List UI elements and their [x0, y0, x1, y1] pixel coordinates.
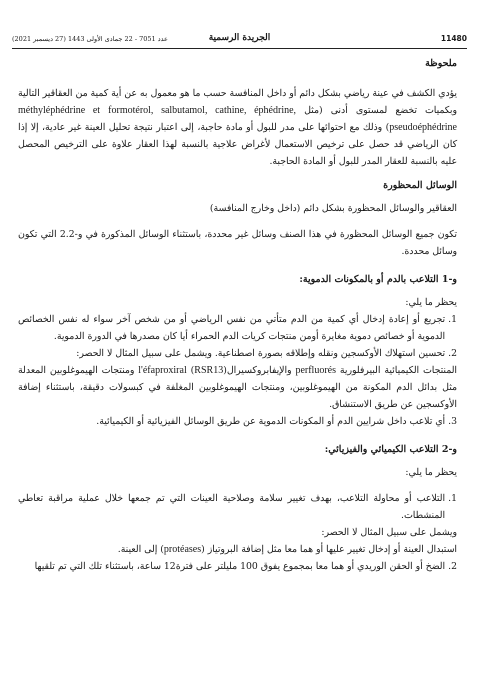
m2-item-1-example: ويشمل على سبيل المثال لا الحصر:: [321, 527, 457, 538]
prohibited-methods-heading: الوسائل المحظورة: [383, 180, 457, 191]
m1-intro: يحظر ما يلي:: [405, 297, 457, 308]
m2-heading: و-2 التلاعب الكيميائي والفيزيائي:: [324, 444, 457, 455]
issue-info: عدد 7051 - 22 جمادى الأولى 1443 (27 ديسمبر 2021): [12, 35, 168, 43]
note-heading: ملحوظة: [425, 58, 457, 69]
page-number: 11480: [440, 34, 467, 43]
m1-heading: و-1 التلاعب بالدم أو بالمكونات الدموية:: [299, 274, 457, 285]
m1-item-1: 1. تجريع أو إعادة إدخال أي كمية من الدم متأتي من نفس الرياضي أو من شخص آخر سواء له نفس الخصائص الدموية أو خصائص دموية مغايرة أومن منتجات كريات الدم الحمراء أيا كان مصدرها في الدورة الدموية.: [18, 314, 457, 342]
note-paragraph: يؤدي الكشف في عينة رياضي بشكل دائم أو داخل المنافسة حسب ما هو معمول به عن أية كمية من العقاقير التالية وبكميات تخضع لمستوى أدنى (مثل formotérol, salbutamol, cathine, éphédrine, méthyléphédrine et pseudoéphédrine) وذلك مع احتوائها على مدر للبول أو مادة حاجبة، إلى اعتبار نتيجة تحليل العينة غير عادية، إلا إذا كان الرياضي قد حصل على ترخيص الاستعمال لأغراض علاجية بالنسبة لهذا العقار علاوة على الترخيص المحصل عليه بالنسبة للعقار المدر للبول أو المادة الحاجبة.: [18, 88, 457, 167]
m2-intro: يحظر ما يلي:: [405, 467, 457, 478]
m2-item-2: 2. الضخ أو الحقن الوريدي أو هما معا بمجموع يفوق 100 مليلتر على فترة12 ساعة، باستثناء تلك التي تم تلقيها: [34, 561, 457, 572]
m1-item-3: 3. أي تلاعب داخل شرايين الدم أو المكونات الدموية عن طريق الوسائل الفيزيائية أو الكيميائية.: [96, 416, 457, 427]
m2-item-1-detail: استبدال العينة أو إدخال تغيير عليها أو هما معا مثل إضافة البروتياز (protéases) إلى العينة.: [117, 544, 457, 555]
journal-title: الجريدة الرسمية: [208, 33, 271, 43]
m2-item-1: 1. التلاعب أو محاولة التلاعب، بهدف تغيير سلامة وصلاحية العينات التي تم جمعها خلال عملية مراقبة تعاطي المنشطات.: [18, 493, 457, 521]
page-content: [18, 58, 457, 575]
prohibited-methods-subtitle: العقاقير والوسائل المحظورة بشكل دائم (داخل وخارج المنافسة): [209, 203, 457, 214]
latin-substances-1: formotérol, salbutamol, cathine, éphédrine,: [108, 105, 297, 116]
m1-item-2-detail: المنتجات الكيميائية البيرفلورية perfluorés والإيفابروكسيرال(RSR13) l'éfaproxiral ومنتجات الهيموغلوبين المعدلة مثل بدائل الدم المكونة من الهيموغلوبين، ومنتجات الهيموغلوبين المغلفة في كبسولات دقيقة، باستثناء إضافة الأوكسجين عن طريق الاستنشاق.: [18, 365, 458, 410]
prohibited-methods-intro: تكون جميع الوسائل المحظورة في هذا الصنف وسائل غير محددة، باستثناء الوسائل المذكورة في و-2.2 التي تكون وسائل محددة.: [18, 229, 457, 257]
latin-substances-2: méthyléphédrine et pseudoéphédrine: [18, 105, 457, 133]
m1-item-2: 2. تحسين استهلاك الأوكسجين ونقله وإطلاقه بصورة اصطناعية. ويشمل على سبيل المثال لا الحصر:: [76, 348, 457, 359]
page-header: [12, 34, 467, 49]
